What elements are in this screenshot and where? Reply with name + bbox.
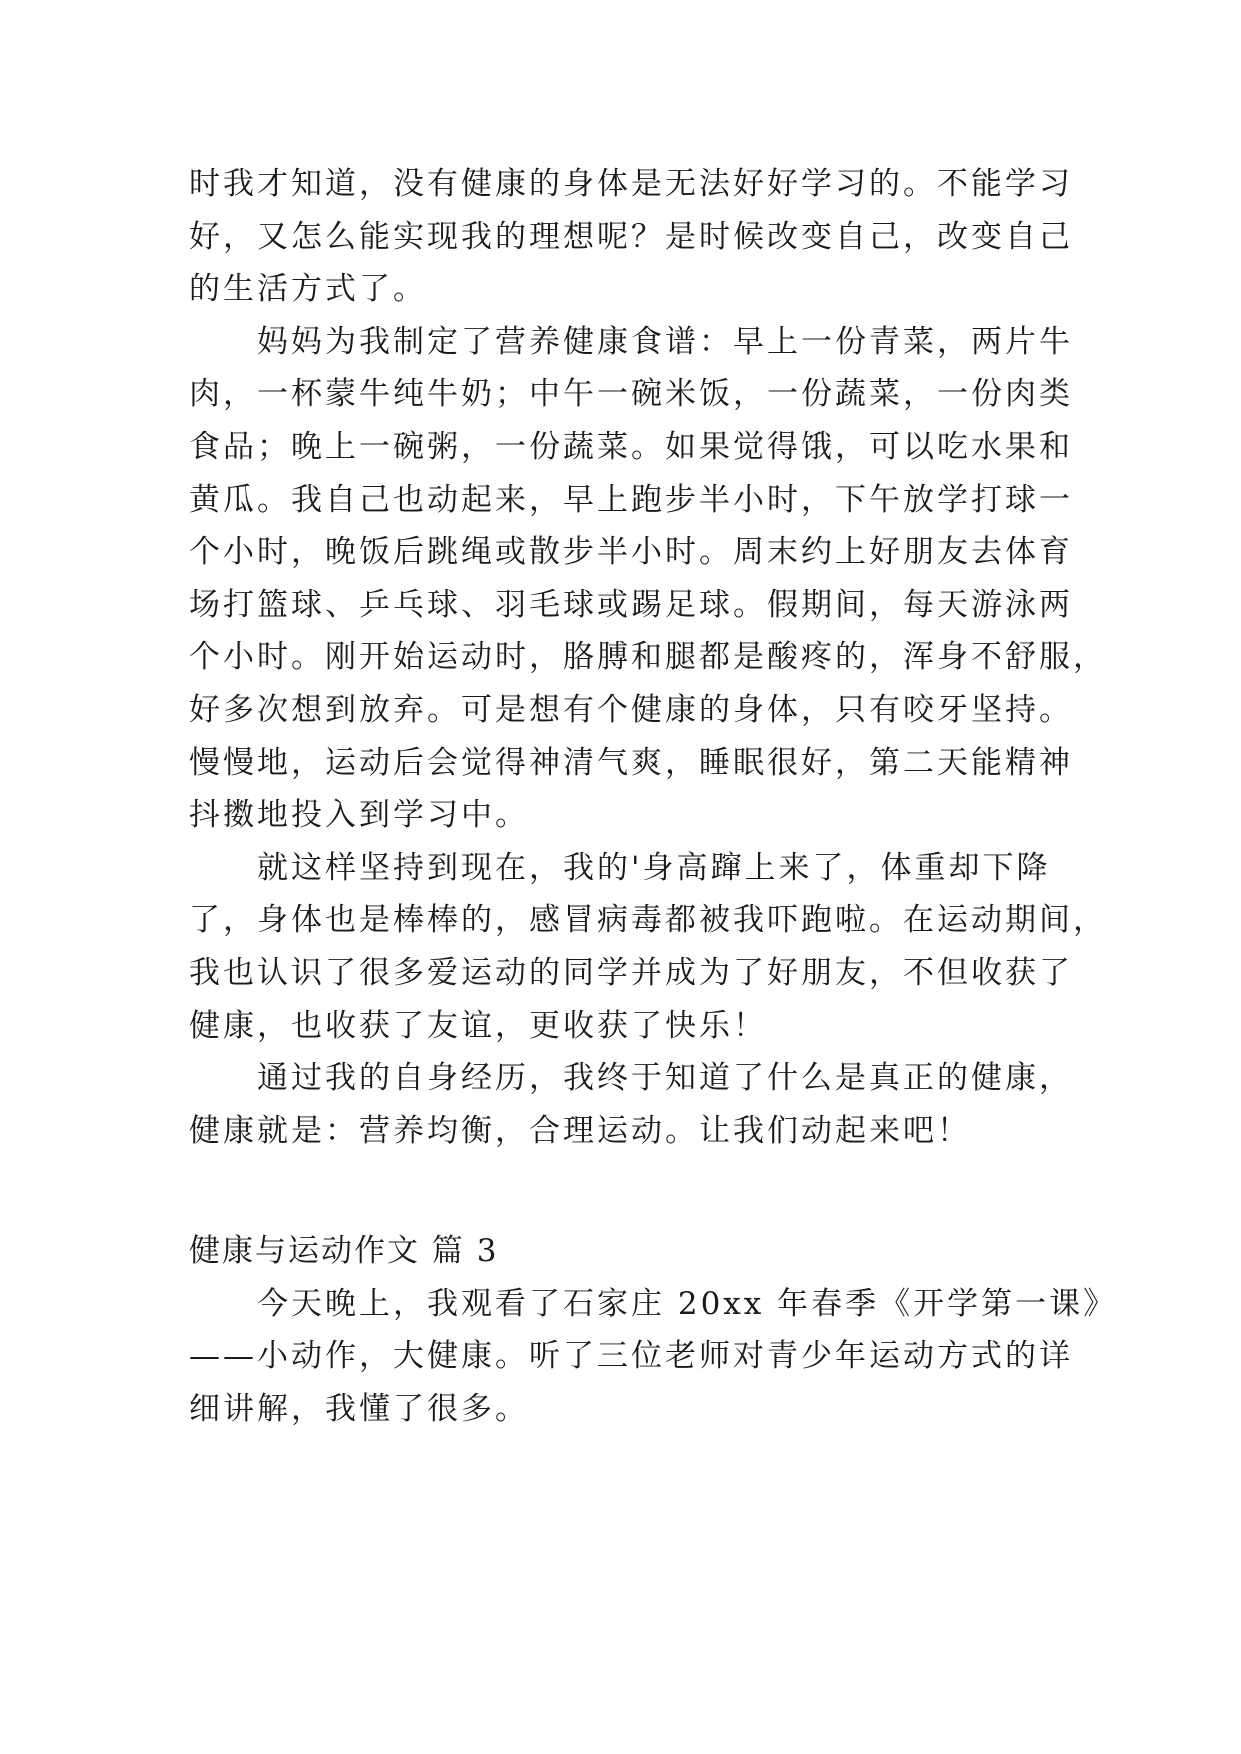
- text-line: 我也认识了很多爱运动的同学并成为了好朋友，不但收获了: [189, 954, 1073, 991]
- text-line: ——小动作，大健康。听了三位老师对青少年运动方式的详: [189, 1338, 1073, 1375]
- paragraph-1: [189, 158, 1073, 316]
- text-line: 通过我的自身经历，我终于知道了什么是真正的健康，: [257, 1060, 1073, 1097]
- text-line: 个小时，晚饭后跳绳或散步半小时。周末约上好朋友去体育: [189, 534, 1073, 571]
- text-line: 肉，一杯蒙牛纯牛奶；中午一碗米饭，一份蔬菜，一份肉类: [189, 376, 1073, 413]
- text-line: 黄瓜。我自己也动起来，早上跑步半小时，下午放学打球一: [189, 481, 1073, 518]
- text-line: 细讲解，我懂了很多。: [189, 1391, 529, 1428]
- text-line: 食品；晚上一碗粥，一份蔬菜。如果觉得饿，可以吃水果和: [189, 428, 1073, 465]
- text-line: 慢慢地，运动后会觉得神清气爽，睡眠很好，第二天能精神: [189, 744, 1073, 781]
- section-heading: 健康与运动作文 篇 3: [189, 1233, 499, 1270]
- text-line: 的生活方式了。: [189, 271, 427, 308]
- text-line: 个小时。刚开始运动时，胳膊和腿都是酸疼的，浑身不舒服，: [189, 639, 1107, 676]
- text-line: 今天晚上，我观看了石家庄 20xx 年春季《开学第一课》: [257, 1285, 1118, 1322]
- text-line: 健康就是：营养均衡，合理运动。让我们动起来吧！: [189, 1112, 971, 1149]
- text-line: 健康，也收获了友谊，更收获了快乐！: [189, 1007, 767, 1044]
- text-line: 了，身体也是棒棒的，感冒病毒都被我吓跑啦。在运动期间，: [189, 902, 1107, 939]
- text-line: 抖擞地投入到学习中。: [189, 797, 529, 834]
- paragraph-2: [189, 316, 1107, 842]
- text-line: 时我才知道，没有健康的身体是无法好好学习的。不能学习: [189, 166, 1073, 202]
- text-line: 妈妈为我制定了营养健康食谱：早上一份青菜，两片牛: [257, 323, 1073, 360]
- text-line: 就这样坚持到现在，我的'身高蹿上来了，体重却下降: [257, 849, 1051, 886]
- text-line: 好，又怎么能实现我的理想呢？是时候改变自己，改变自己: [189, 218, 1073, 255]
- text-line: 场打篮球、乒乓球、羽毛球或踢足球。假期间，每天游泳两: [189, 586, 1073, 623]
- paragraph-5: [189, 1278, 1118, 1436]
- paragraph-3: [189, 842, 1107, 1052]
- text-line: 好多次想到放弃。可是想有个健康的身体，只有咬牙坚持。: [189, 691, 1073, 728]
- paragraph-4: [189, 1052, 1073, 1157]
- document-body: [189, 158, 1118, 1436]
